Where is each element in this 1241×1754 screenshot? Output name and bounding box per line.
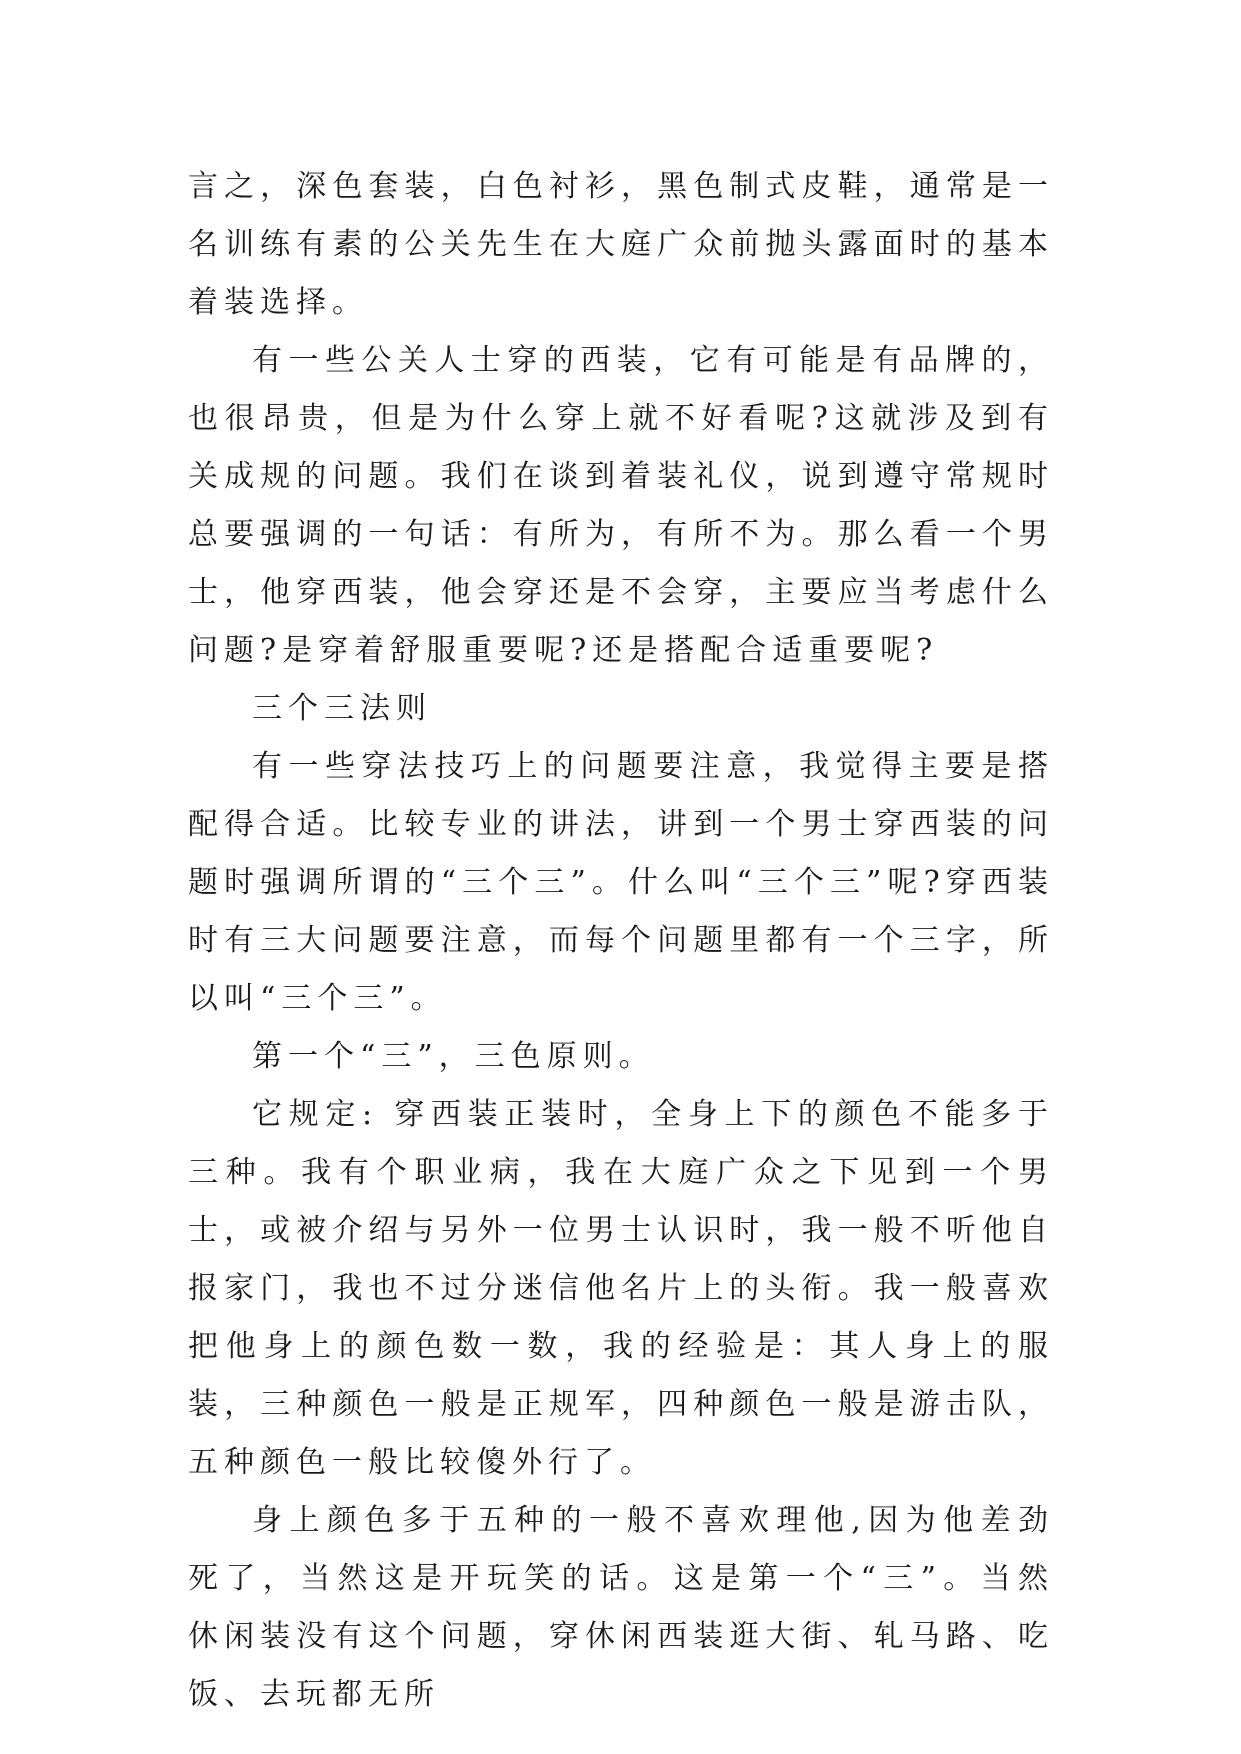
paragraph-2: 有一些公关人士穿的西装，它有可能是有品牌的，也很昂贵，但是为什么穿上就不好看呢?这就涉及到有关成规的问题。我们在谈到着装礼仪，说到遵守常规时总要强调的一句话：有所为，有所不为。那么看一个男士，他穿西装，他会穿还是不会穿，主要应当考虑什么问题?是穿着舒服重要呢?还是搭配合适重要呢?	[188, 343, 1054, 668]
section-heading: 三个三法则	[252, 691, 432, 726]
paragraph-1: 言之，深色套装，白色衬衫，黑色制式皮鞋，通常是一名训练有素的公关先生在大庭广众前抛头露面时的基本着装选择。	[188, 169, 1054, 320]
paragraph-5: 它规定: 穿西装正装时，全身上下的颜色不能多于三种。我有个职业病，我在大庭广众之下见到一个男士，或被介绍与另外一位男士认识时，我一般不听他自报家门，我也不过分迷信他名片上的头衔。我一般喜欢把他身上的颜色数一数，我的经验是：其人身上的服装，三种颜色一般是正规军，四种颜色一般是游击队，五种颜色一般比较傻外行了。	[188, 1097, 1054, 1480]
paragraph-6: 身上颜色多于五种的一般不喜欢理他,因为他差劲死了，当然这是开玩笑的话。这是第一个“三”。当然休闲装没有这个问题，穿休闲西装逛大街、轧马路、吃饭、去玩都无所	[188, 1503, 1054, 1712]
document-body	[188, 158, 1054, 1724]
paragraph-3: 有一些穿法技巧上的问题要注意，我觉得主要是搭配得合适。比较专业的讲法，讲到一个男士穿西装的问题时强调所谓的“三个三”。什么叫“三个三”呢?穿西装时有三大问题要注意，而每个问题里都有一个三字，所以叫“三个三”。	[188, 749, 1054, 1016]
paragraph-4: 第一个“三”，三色原则。	[252, 1039, 655, 1074]
